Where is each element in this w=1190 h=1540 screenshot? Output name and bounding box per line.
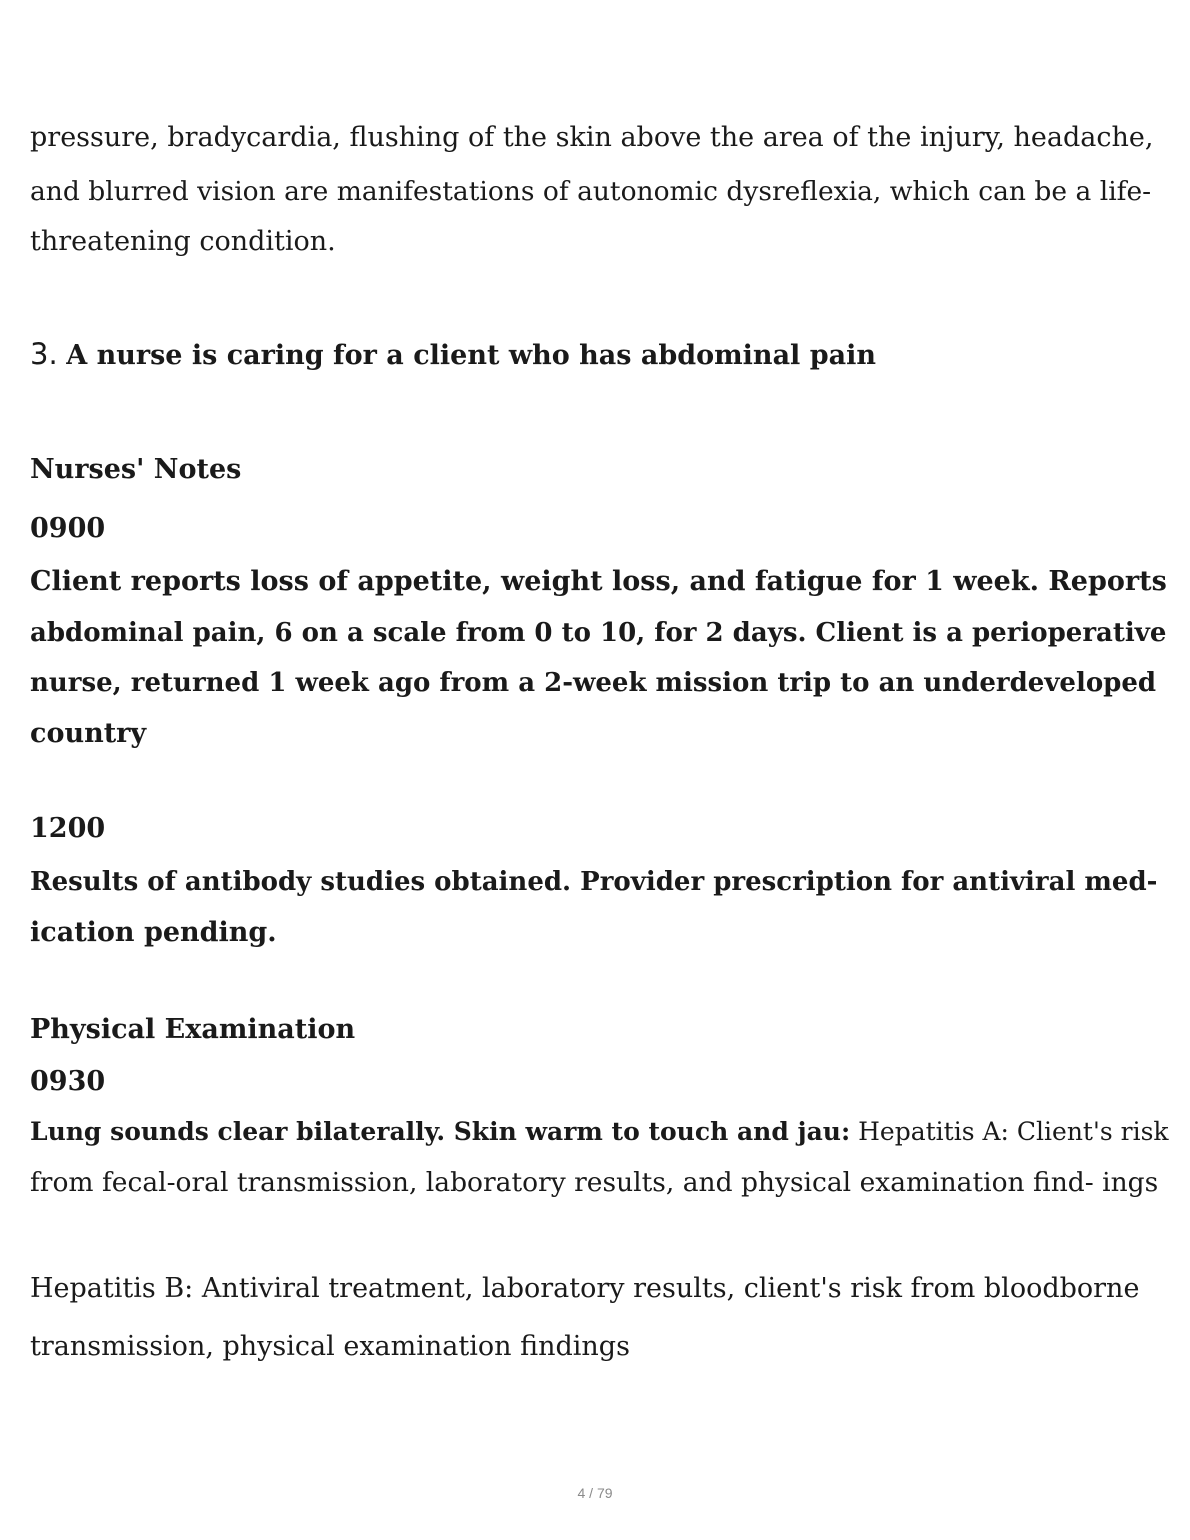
answer-hepatitis-a-start: Hepatitis A: Client's risk (850, 1117, 1169, 1146)
intro-line-1: pressure, bradycardia, flushing of the skin above the area of the injury, headache, (30, 122, 1154, 153)
exam-finding-line-1 (30, 1116, 1169, 1148)
note-1200-line-2: ication pending. (30, 917, 277, 948)
exam-finding-text: Lung sounds clear bilaterally. Skin warm to touch and jau: (30, 1117, 851, 1146)
intro-line-3: threatening condition. (30, 226, 336, 257)
answer-hepatitis-a-line-2: from fecal-oral transmission, laboratory results, and physical examination find- ings (30, 1167, 1159, 1198)
note-0900-line-1: Client reports loss of appetite, weight loss, and fatigue for 1 week. Reports (30, 566, 1167, 597)
note-0900-line-4: country (30, 718, 147, 749)
question-number: 3. (30, 337, 58, 371)
answer-hepatitis-b-line-1: Hepatitis B: Antiviral treatment, laboratory results, client's risk from bloodborne (30, 1273, 1140, 1304)
intro-line-2: and blurred vision are manifestations of autonomic dysreflexia, which can be a life- (30, 176, 1152, 207)
physical-exam-heading: Physical Examination (30, 1014, 356, 1045)
nurses-notes-heading: Nurses' Notes (30, 454, 242, 485)
note-time-0900: 0900 (30, 513, 106, 544)
exam-time-0930: 0930 (30, 1066, 106, 1097)
question-title: A nurse is caring for a client who has abdominal pain (66, 340, 876, 371)
note-0900-line-2: abdominal pain, 6 on a scale from 0 to 10, for 2 days. Client is a perioperative (30, 618, 1167, 648)
note-0900-line-3: nurse, returned 1 week ago from a 2-week mission trip to an underdeveloped (30, 668, 1157, 698)
note-time-1200: 1200 (30, 813, 106, 844)
page-indicator: 4 / 79 (577, 1485, 613, 1501)
answer-hepatitis-b-line-2: transmission, physical examination findings (30, 1331, 630, 1362)
question-heading (30, 338, 876, 372)
note-1200-line-1: Results of antibody studies obtained. Provider prescription for antiviral med- (30, 867, 1158, 897)
